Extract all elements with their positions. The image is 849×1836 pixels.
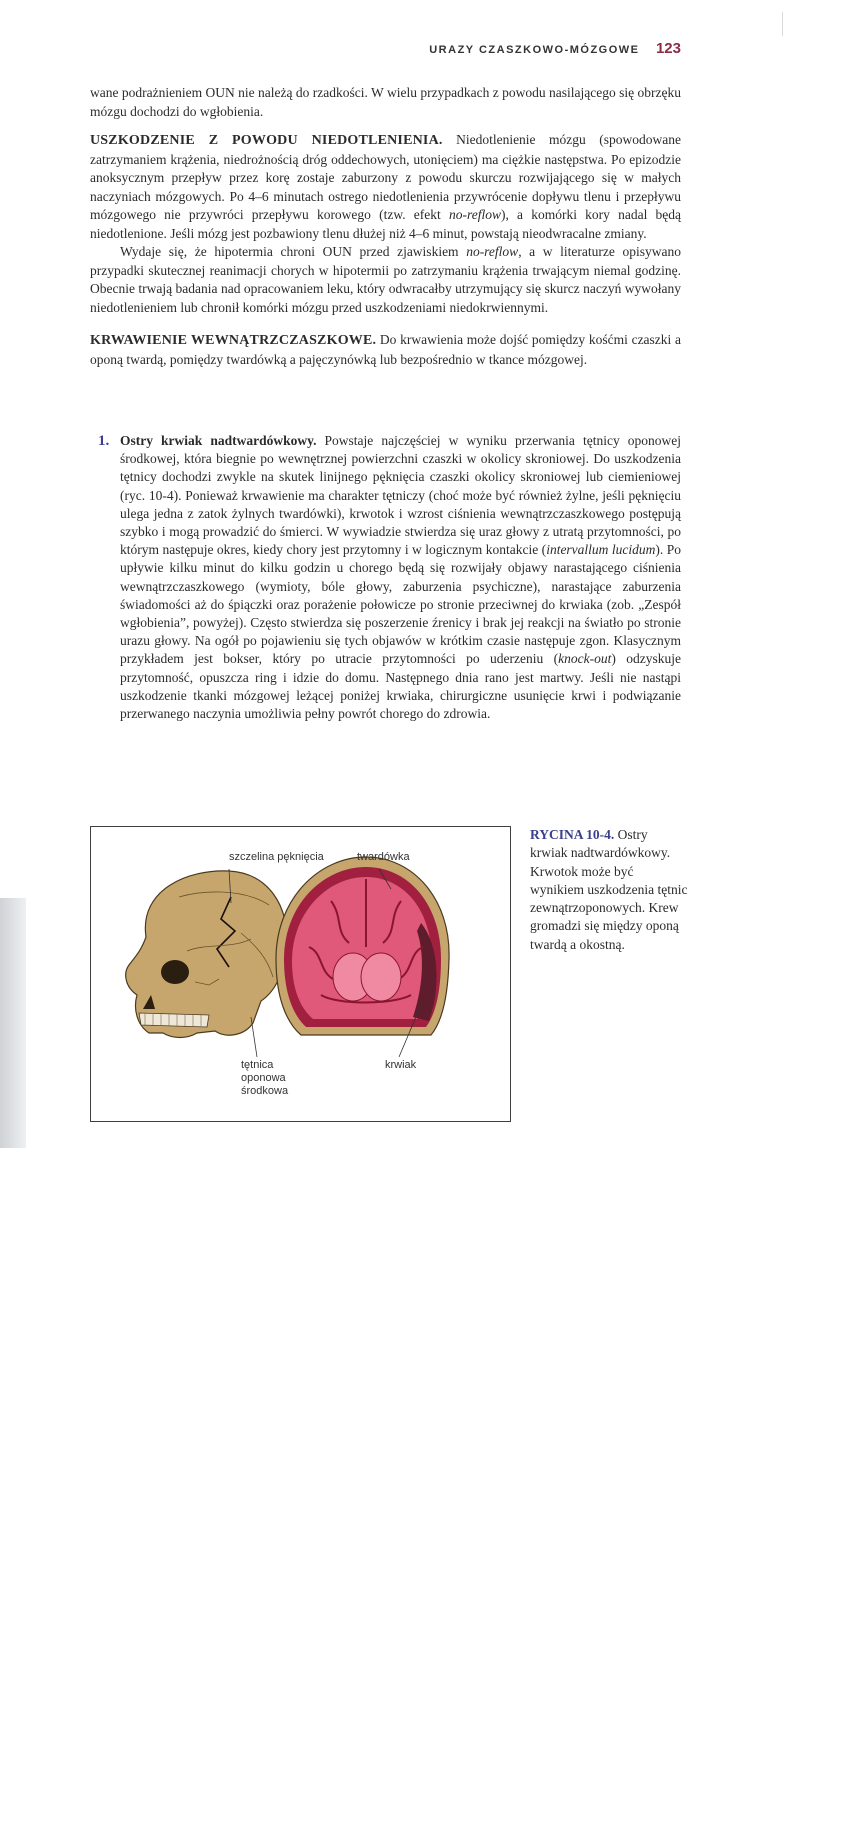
page-edge-shadow [0,898,26,1148]
section-hypoxia: USZKODZENIE Z POWODU NIEDOTLENIENIA. Niedotlenienie mózgu (spowodowane zatrzymaniem krążenia, niedrożnością dróg oddechowych, utonięciem) ma ciężkie następstwa. Po epizodzie anoksycznym przepływ przez korę zostaje zaburzony z powodu skurczu rozwijającego się w małych naczyniach mózgowych. Po 4–6 minutach ostrego niedotlenienia przywrócenie dopływu tlenu i przepływu mózgowego nie przywróci przepływu korowego (tzw. efekt no-reflow), a komórki kory nadal będą niedotlenione. Jeśli mózg jest pozbawiony tlenu dłużej niż 4–6 minut, powstają nieodwracalne zmiany. [90,132,681,241]
skull-drawing [126,871,287,1038]
section-heading-hypoxia: USZKODZENIE Z POWODU NIEDOTLENIENIA. [90,133,443,148]
body-text-top [90,84,681,369]
label-fracture: szczelina pęknięcia [229,851,324,863]
list-item-title: Ostry krwiak nadtwardówkowy. [120,433,317,448]
section-hemorrhage: KRWAWIENIE WEWNĄTRZCZASZKOWE. Do krwawienia może dojść pomiędzy kośćmi czaszki a oponą twardą, pomiędzy twardówką a pajęczynówką lub bezpośrednio w tkance mózgowej. [90,332,681,367]
paragraph-hypothermia: Wydaje się, że hipotermia chroni OUN przed zjawiskiem no-reflow, a w literaturze opisywano przypadki skutecznej reanimacji chorych w hipotermii po zatrzymaniu krążenia trwającym niemal godzinę. Obecnie trwają badania nad opracowaniem leku, który odwracałby utrzymujący się skurcz naczyń wywołany niedotlenieniem lub chronił komórki mózgu przed uszkodzeniami niedokrwiennymi. [90,244,682,315]
caption-title: RYCINA 10-4. [530,827,615,842]
list-item [90,432,681,723]
section-heading-hemorrhage: KRWAWIENIE WEWNĄTRZCZASZKOWE. [90,333,377,348]
label-artery: tętnica oponowa środkowa [241,1059,289,1097]
list-number: 1. [98,433,110,449]
scan-mark [782,12,783,36]
running-header [380,40,681,58]
page-number: 123 [655,40,681,57]
caption-text: Ostry krwiak nadtwardówkowy. Krwotok może być wynikiem uszkodzenia tętnic zewnątrzoponowych. Krew gromadzi się między oponą twardą a okostną. [530,827,688,952]
label-dura: twardówka [357,851,410,863]
label-hematoma: krwiak [385,1059,417,1071]
skull-brain-illustration [91,827,510,1121]
brain-cross-section [276,857,449,1035]
list-item-body: Ostry krwiak nadtwardówkowy. Powstaje najczęściej w wyniku przerwania tętnicy oponowej środkowej, która biegnie po wewnętrznej powierzchni czaszki w okolicy skroniowej. Do uszkodzenia tętnicy dochodzi zwykle na skutek linijnego pęknięcia czaszki okolicy skroniowej lub ciemieniowej (ryc. 10-4). Ponieważ krwawienie ma charakter tętniczy (choć może być również żylne, jeśli pęknięciu ulega jedna z zatok żylnych twardówki), krwotok i wzrost ciśnienia wewnątrzczaszkowego postępują szybko i mogą prowadzić do śmierci. W wywiadzie stwierdza się uraz głowy z utratą przytomności, po którym następuje okres, kiedy chory jest przytomny i w logicznym kontakcie (intervallum lucidum). Po upływie kilku minut do kilku godzin u chorego będą się rozwijały objawy narastającego ciśnienia wewnątrzczaszkowego (wymioty, bóle głowy, zaburzenia psychiczne), narastające zaburzenia świadomości aż do śpiączki oraz porażenie połowicze po stronie przeciwnej do krwiaka (zob. „Zespół wgłobienia”, powyżej). Często stwierdza się poszerzenie źrenicy i brak jej reakcji na światło po stronie urazu głowy. Na ogół po pojawieniu się tych objawów w krótkim czasie następuje zgon. Klasycznym przykładem jest bokser, który po utracie przytomności po uderzeniu (knock-out) odzyskuje przytomność, opuszcza ring i idzie do domu. Następnego dnia rano jest martwy. Jeśli nie nastąpi uszkodzenie tkanki mózgowej leżącej poniżej krwiaka, chirurgiczne usunięcie krwi i podwiązanie przerwanego naczynia umożliwia pełny powrót chorego do zdrowia. [120,433,682,722]
figure-caption [530,826,688,954]
header-title: URAZY CZASZKOWO-MÓZGOWE [429,44,640,56]
figure-10-4 [90,826,511,1122]
paragraph-continuation: wane podrażnieniem OUN nie należą do rzadkości. W wielu przypadkach z powodu nasilającego się obrzęku mózgu dochodzi do wgłobienia. [90,85,681,119]
